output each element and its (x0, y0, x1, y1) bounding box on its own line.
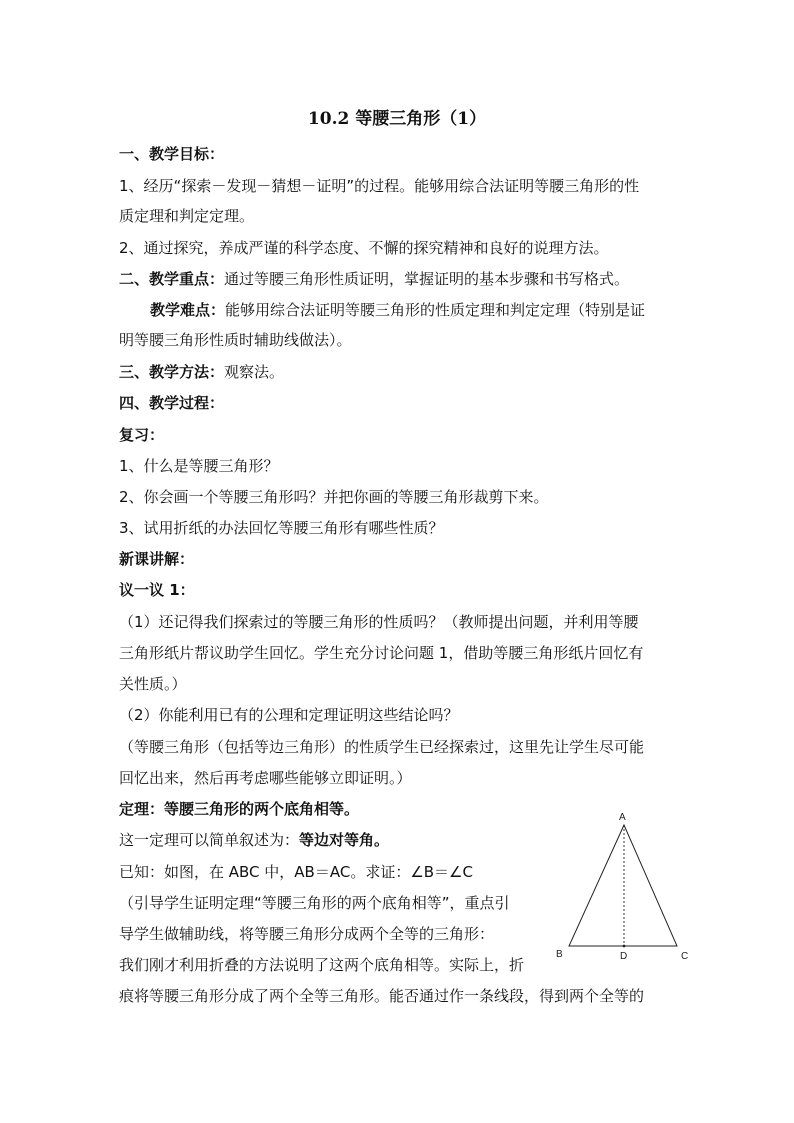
difficulties-text: 能够用综合法证明等腰三角形的性质定理和判定定理（特别是证 (225, 301, 646, 319)
objective-1-line-1: 1、经历“探索－发现－猜想－证明”的过程。能够用综合法证明等腰三角形的性 (119, 177, 640, 195)
key-points-text: 通过等腰三角形性质证明，掌握证明的基本步骤和书写格式。 (224, 270, 630, 288)
discuss-3-line-1: （等腰三角形（包括等边三角形）的性质学生已经探索过，这里先让学生尽可能 (119, 738, 645, 756)
triangle-abc (569, 825, 677, 946)
objective-1-line-2: 质定理和判定定理。 (119, 207, 255, 225)
point-d (623, 945, 626, 948)
method-heading: 三、教学方法： (119, 363, 225, 381)
difficulties-heading: 教学难点： (150, 301, 226, 319)
discuss-3-line-2: 回忆出来，然后再考虑哪些能够立即证明。） (119, 769, 412, 787)
method-text: 观察法。 (224, 363, 285, 381)
discuss-2: （2）你能利用已有的公理和定理证明这些结论吗？ (119, 706, 459, 724)
method (119, 362, 284, 382)
section-objectives-heading: 一、教学目标： (119, 145, 225, 163)
discuss-1-line-2: 三角形纸片帮议助学生回忆。学生充分讨论问题 1，借助等腰三角形纸片回忆有 (119, 644, 644, 662)
guide-line-4: 痕将等腰三角形分成了两个全等三角形。能否通过作一条线段，得到两个全等的 (119, 987, 645, 1005)
guide-line-2: 导学生做辅助线，将等腰三角形分成两个全等的三角形： (119, 925, 495, 943)
review-heading: 复习： (119, 426, 165, 444)
key-points (119, 269, 629, 289)
given-statement: 已知：如图，在 ABC 中，AB＝AC。求证：∠B＝∠C (119, 863, 473, 881)
label-c: C (681, 951, 689, 962)
key-points-heading: 二、教学重点： (119, 270, 225, 288)
discuss-1-line-3: 关性质。） (119, 675, 187, 693)
guide-line-1: （引导学生证明定理“等腰三角形的两个底角相等”，重点引 (119, 894, 510, 912)
page-title: 10.2 等腰三角形（1） (307, 109, 487, 129)
isosceles-triangle-figure (552, 808, 702, 968)
review-question-3: 3、试用折纸的办法回忆等腰三角形有哪些性质？ (119, 519, 444, 537)
label-b: B (556, 949, 563, 960)
theorem-brief-bold: 等边对等角。 (299, 831, 390, 849)
objective-2: 2、通过探究，养成严谨的科学态度、不懈的探究精神和良好的说理方法。 (119, 239, 609, 257)
guide-line-3: 我们刚才利用折叠的方法说明了这两个底角相等。实际上，折 (119, 956, 525, 974)
difficulties-line-2: 明等腰三角形性质时辅助线做法）。 (119, 331, 352, 349)
label-d: D (620, 951, 628, 962)
review-question-2: 2、你会画一个等腰三角形吗？并把你画的等腰三角形裁剪下来。 (119, 488, 549, 506)
discuss-heading: 议一议 1： (119, 581, 195, 599)
review-question-1: 1、什么是等腰三角形？ (119, 457, 279, 475)
theorem: 定理：等腰三角形的两个底角相等。 (119, 800, 360, 818)
discuss-1-line-1: （1）还记得我们探索过的等腰三角形的性质吗？（教师提出问题，并利用等腰 (119, 613, 639, 631)
difficulties (150, 300, 645, 320)
theorem-brief (119, 830, 389, 850)
label-a: A (619, 812, 626, 823)
new-lesson-heading: 新课讲解： (119, 550, 195, 568)
process-heading: 四、教学过程： (119, 394, 225, 412)
theorem-brief-text: 这一定理可以简单叙述为： (119, 831, 300, 849)
